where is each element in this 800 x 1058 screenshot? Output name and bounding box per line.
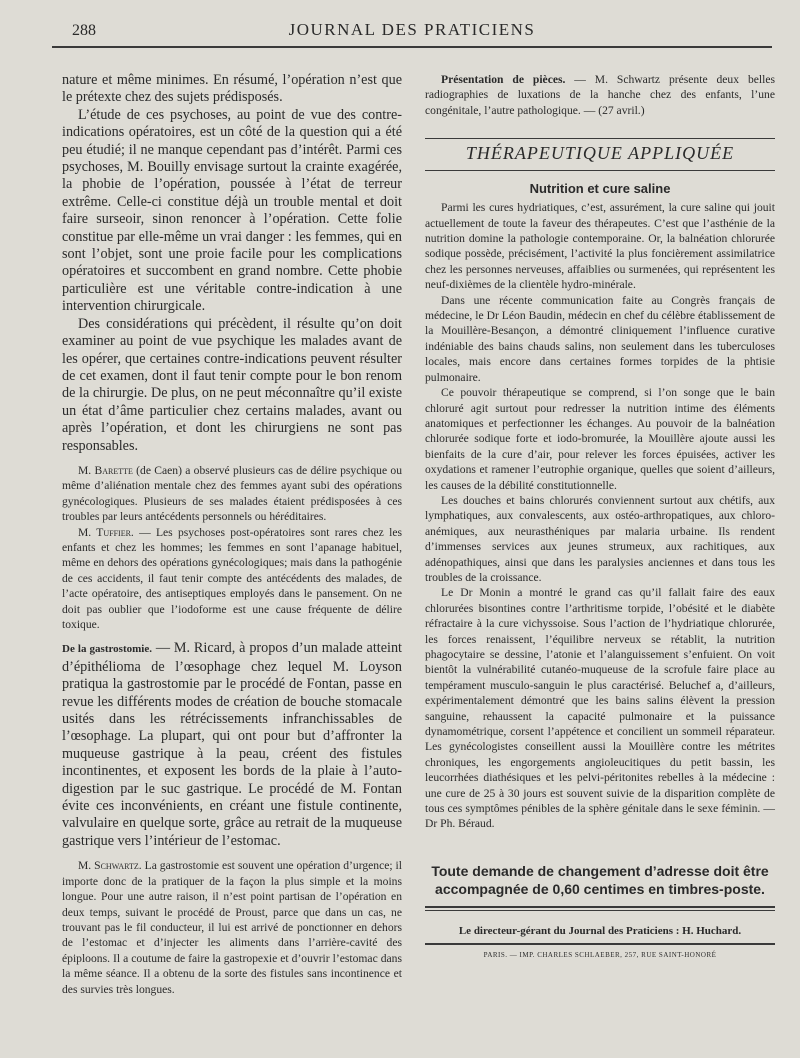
divider	[425, 943, 775, 945]
header-rule	[52, 46, 772, 48]
section-heading: De la gastrostomie.	[62, 643, 152, 656]
paragraph: Le Dr Monin a montré le grand cas qu’il fallait faire des eaux chlorurées bisontines contre l’arthritisme torpide, l’obésité et le diabète réfractaire à la cure vichyssoise. Sous l’action de l’hydriatique chlorurée, les forces renaissent, l’équilibre nerveux se rétablit, la nutrition phagocytaire se dessine, l’atonie et l’alanguissement s’enfuient. On voit bientôt la vulnérabilité cutanéo-muqueuse de la scrofule faire place au tempérament musculo-sanguin le plus caractérisé. Beluchef a, d’ailleurs, expérimentalement démontré que les bains salins élèvent la pression sanguine, rehaussent la capacité pulmonaire et la puissance dynamométrique, corsent l’appétence et concilient un sommeil réparateur. Les gynécologistes conseillent aussi la Mouillère contre les métrites chroniques, les engorgements angioleucitiques du petit bassin, les leucorrhées diathésiques et les pelvi-péritonites rebelles à la médecine : une cure de 25 à 30 jours est souvent suivie de la disparition complète de tous ces symptômes pénibles de la sphère génitale dans le sexe féminin. — Dr Ph. Béraud.	[425, 586, 775, 831]
paragraph	[62, 463, 402, 525]
journal-title: JOURNAL DES PRATICIENS	[288, 20, 536, 39]
speaker-name: M. Tuffier.	[78, 525, 134, 539]
page-number: 288	[72, 22, 96, 39]
paragraph	[62, 858, 402, 997]
paragraph	[62, 640, 402, 850]
paragraph: Des considérations qui précèdent, il résulte qu’on doit examiner au point de vue psychique les malades avant de les opérer, que certaines contre-indications peuvent résulter de cet examen, dont il faut tenir compte pour le bon renom de la chirurgie. De plus, on ne peut méconnaître qu’il existe un état d’âme particulier chez certains malades, avant ou après l’opération, et dont les chirurgiens ne sont pas responsables.	[62, 315, 402, 454]
paragraph-text: — M. Schwartz présente deux belles radiographies de luxations de la hanche chez des enfants, l’une congénitale, l’autre pathologique. — (27 avril.)	[425, 73, 775, 117]
paragraph: Dans une récente communication faite au Congrès français de médecine, le Dr Léon Baudin, médecin en chef du célèbre établissement de la Mouillère-Besançon, a démontré cliniquement l’influence curative indéniable des bains chauds salins, non seulement dans les tuberculoses locales, mais encore dans certaines formes torpides de la phtisie pulmonaire.	[425, 293, 775, 384]
paragraph: L’étude de ces psychoses, au point de vue des contre-indications opératoires, est un côté de la question qui a été peu étudié; il ne manque cependant pas d’intérêt. Parmi ces psychoses, M. Bouilly envisage surtout la crainte exagérée, la phobie de l’opération, poussée à l’état de terreur extrême. Celle-ci constitue déjà un trouble mental et doit faire surseoir, sinon renoncer à l’opération. Cette folie constitue par elle-même un vrai danger : les femmes, qui en sont l’objet, sont une proie facile pour les complications opératoires et succombent en grand nombre. Cette phobie particulière est une véritable contre-indication à une intervention chirurgicale.	[62, 106, 402, 315]
paragraph-text: La gastrostomie est souvent une opération d’urgence; il importe donc de la pratiquer de la façon la plus simple et la moins longue. Pour une autre raison, il n’est point partisan de l’opération en deux temps, suivant le procédé de Proust, parce que dans un cas, ne trouvant pas le fil conducteur, il lui est arrivé de ponctionner en dehors de l’estomac et d’injecter les aliments dans l’arrière-cavité des épiploons. Il a coutume de faire la gastropexie et d’ouvrir l’estomac dans la même séance. Il a obtenu de la sorte des fistules sans incontinence et des survies très longues.	[62, 859, 402, 996]
section-heading: Présentation de pièces.	[441, 73, 566, 86]
printer-imprint: PARIS. — IMP. CHARLES SCHLAEBER, 257, RUE SAINT-HONORÉ	[483, 950, 717, 959]
speaker-name: M. Schwartz.	[78, 859, 142, 873]
paragraph: nature et même minimes. En résumé, l’opération n’est que le prétexte chez des sujets prédisposés.	[62, 72, 402, 106]
page-header	[52, 18, 772, 44]
paragraph: Parmi les cures hydriatiques, c’est, assurément, la cure saline qui jouit actuellement de toute la faveur des thérapeutes. C’est que l’asthénie de la nutrition domine la pathologie contemporaine. Or, la balnéation chlorurée sodique possède, précisément, l’activité la plus foncièrement assimilatrice chez les personnes nerveuses, affaiblies ou surmenées, qui représentent les neuf-dixièmes de la clientèle hydro-minérale.	[425, 201, 775, 292]
paragraph	[62, 525, 402, 633]
article-title: Nutrition et cure saline	[529, 181, 671, 197]
director-line: Le directeur-gérant du Journal des Praticiens : H. Huchard.	[458, 924, 742, 937]
address-change-notice: Toute demande de changement d’adresse doit être accompagnée de 0,60 centimes en timbres-poste.	[431, 862, 769, 897]
paragraph: Les douches et bains chlorurés conviennent surtout aux chétifs, aux lymphatiques, aux convalescents, aux ostéo-arthropatiques, aux chloro-anémiques, aux neurasthéniques par malaria urbaine. Ils rendent d’immenses services aux jeunes strumeux, aux rachitiques, aux adénopathiques, ainsi que dans les paralysies anciennes et dans tous les troubles de la croissance.	[425, 493, 775, 584]
speaker-name: M. Barette	[78, 463, 133, 477]
paragraph	[425, 72, 775, 118]
paragraph-text: — Les psychoses post-opératoires sont rares chez les enfants et chez les hommes; les femmes en sont l’apanage habituel, même en dehors des opérations gynécologiques; mais dans la pathogénie de ces accidents, il faut tenir compte des antécédents des malades, de l’acte opératoire, des antiseptiques employés dans le pansement. On ne doit pas oublier que l’iodoforme est une cause fréquente de délire toxique.	[62, 525, 402, 631]
paragraph-text: (de Caen) a observé plusieurs cas de délire psychique ou même d’aliénation mentale chez des femmes ayant subi des opérations gynécologiques. Plusieurs de ses malades étaient prédisposées à ces troubles par leurs antécédents personnels ou héréditaires.	[62, 463, 403, 524]
left-column	[62, 72, 402, 997]
right-column	[425, 72, 775, 959]
divider	[425, 906, 775, 911]
paragraph-text: — M. Ricard, à propos d’un malade atteint d’épithélioma de l’œsophage chez lequel M. Loyson pratiqua la gastrostomie par le procédé de Fontan, passe en revue les différents modes de création de bouche stomacale usités dans les rétrécissements infranchissables de l’œsophage. La plupart, qui ont pour but d’affronter la muqueuse gastrique à la peau, créent des fistules incontinentes, et exposent les bords de la plaie à l’auto-digestion par le suc gastrique. Le procédé de M. Fontan évite ces inconvénients, en créant une fistule continente, valvulaire en quelque sorte, grâce au retrait de la muqueuse gastrique vers l’intérieur de l’estomac.	[62, 640, 402, 849]
section-title: THÉRAPEUTIQUE APPLIQUÉE	[425, 138, 775, 171]
paragraph: Ce pouvoir thérapeutique se comprend, si l’on songe que le bain chloruré agit surtout pour redresser la nutrition intime des éléments anatomiques et perfectionner les échanges. Au pouvoir de la balnéation chlorurée sodique forte et iodo-bromurée, la Mouillère ajoute aussi les bienfaits de la cure d’air, pour relever les forces épuisées, activer les oxydations et ramener l’eutrophie organique, quelles que soient d’ailleurs, les causes de la débilité constitutionnelle.	[425, 386, 775, 492]
